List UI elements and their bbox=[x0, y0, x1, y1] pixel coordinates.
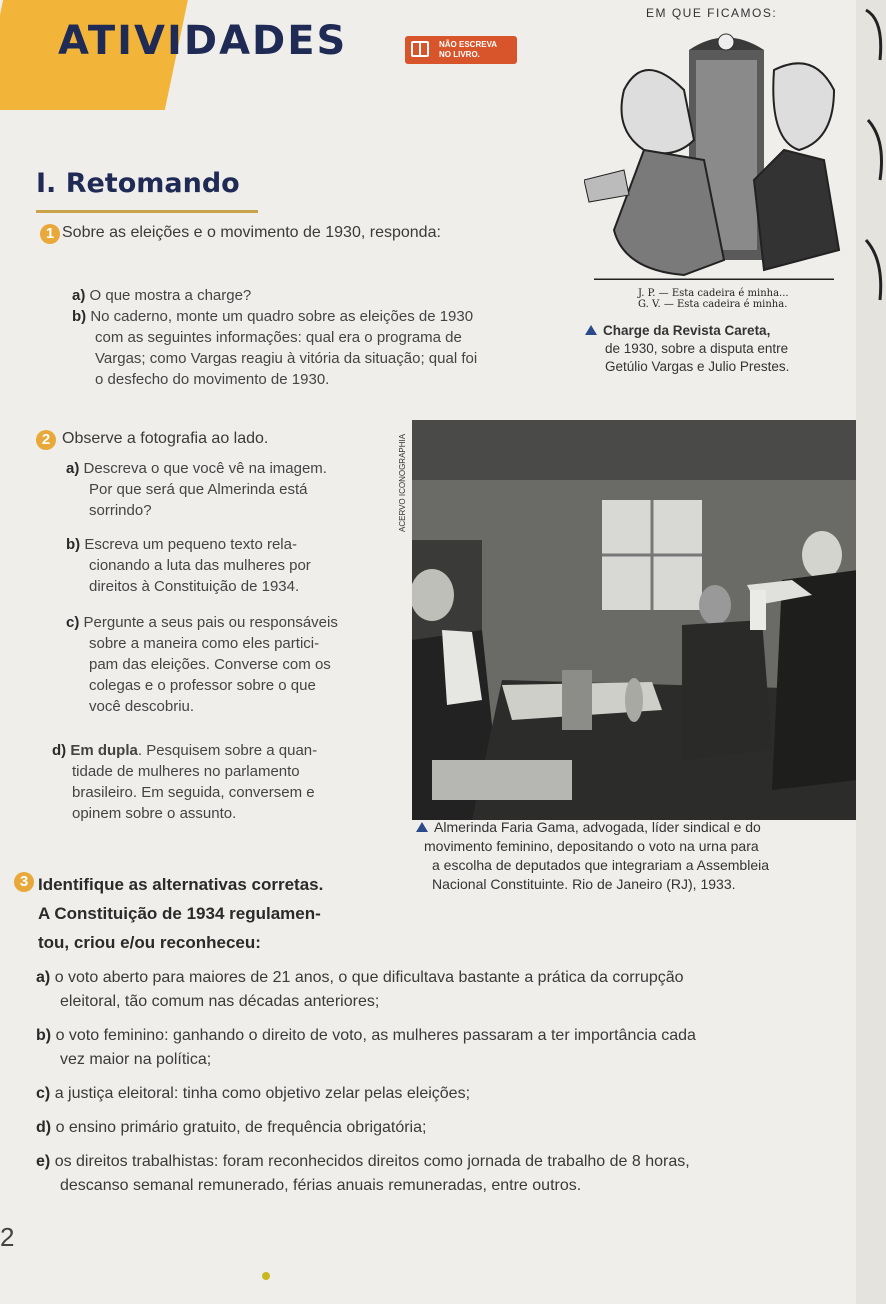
q2-d-line1: brasileiro. Em seguida, conversem e bbox=[72, 784, 315, 801]
q3-prompt-line3: tou, criou e/ou reconheceu: bbox=[38, 933, 261, 952]
cartoon-caption-bold: Charge da Revista Careta, bbox=[603, 323, 771, 338]
q3-d-line1: o ensino primário gratuito, de frequência obrigatória; bbox=[55, 1119, 427, 1136]
q2-d-bold: Em dupla bbox=[70, 742, 138, 759]
q1-a-label: a) bbox=[72, 287, 86, 304]
q2-b-line2: direitos à Constituição de 1934. bbox=[89, 578, 300, 595]
cartoon-speech-2: G. V. — Esta cadeira é minha. bbox=[638, 299, 788, 310]
page-edge-shadow bbox=[856, 0, 886, 1304]
q2-item-a bbox=[66, 458, 378, 521]
photo-credit-text: ACERVO ICONOGRAPHIA bbox=[398, 433, 407, 532]
q1-prompt: Sobre as eleições e o movimento de 1930, responda: bbox=[62, 224, 441, 241]
cartoon-caption bbox=[585, 322, 855, 376]
corner-heading: EM QUE FICAMOS: bbox=[646, 6, 778, 20]
q2-d-line0: tidade de mulheres no parlamento bbox=[72, 763, 300, 780]
q1-b-line3: Vargas; como Vargas reagiu à vitória da situação; qual foi bbox=[95, 350, 478, 367]
careta-cartoon bbox=[584, 30, 844, 280]
q3-prompt bbox=[38, 870, 398, 957]
photo-caption-triangle-icon bbox=[416, 822, 428, 832]
q3-option-b bbox=[36, 1024, 866, 1072]
q1-b-line1: No caderno, monte um quadro sobre as eleições de 1930 bbox=[90, 308, 474, 325]
q1-b-line4: o desfecho do movimento de 1930. bbox=[95, 371, 330, 388]
q2-c-line4: você descobriu. bbox=[89, 698, 195, 715]
no-write-line2: NO LIVRO. bbox=[439, 50, 480, 59]
q3-e-label: e) bbox=[36, 1153, 51, 1170]
q3-a-line1: o voto aberto para maiores de 21 anos, o que dificultava bastante a prática da corrupção bbox=[54, 969, 684, 986]
q2-c-line3: colegas e o professor sobre o que bbox=[89, 677, 316, 694]
q1-item-a bbox=[72, 285, 251, 306]
q2-d-line2: opinem sobre o assunto. bbox=[72, 805, 237, 822]
q3-option-c bbox=[36, 1082, 866, 1106]
q3-option-d bbox=[36, 1116, 866, 1140]
question-number-1: 1 bbox=[40, 224, 60, 244]
page-number: 2 bbox=[0, 1222, 15, 1252]
q2-b-label: b) bbox=[66, 536, 81, 553]
q3-options bbox=[36, 966, 866, 1198]
cartoon-caption-line3: Getúlio Vargas e Julio Prestes. bbox=[605, 359, 790, 374]
q3-option-e bbox=[36, 1150, 866, 1198]
q2-c-label: c) bbox=[66, 614, 80, 631]
section-title: I. Retomando bbox=[36, 168, 240, 199]
question-number-2: 2 bbox=[36, 430, 56, 450]
q2-item-c bbox=[66, 612, 378, 717]
q2-item-d bbox=[52, 740, 378, 824]
photo-caption-line3: Nacional Constituinte. Rio de Janeiro (RJ), 1933. bbox=[432, 876, 736, 892]
q2-prompt: Observe a fotografia ao lado. bbox=[62, 430, 269, 447]
q3-c-label: c) bbox=[36, 1085, 51, 1102]
q3-option-a bbox=[36, 966, 866, 1014]
photo-caption bbox=[408, 818, 860, 894]
q3-e-line2: descanso semanal remunerado, férias anuais remuneradas, entre outros. bbox=[60, 1177, 582, 1194]
q3-a-line2: eleitoral, tão comum nas décadas anteriores; bbox=[60, 993, 380, 1010]
photo-caption-line2: a escolha de deputados que integrariam a Assembleia bbox=[432, 857, 769, 873]
caption-triangle-icon bbox=[585, 325, 597, 335]
q3-b-line1: o voto feminino: ganhando o direito de voto, as mulheres passaram a ter importância cada bbox=[55, 1027, 696, 1044]
q2-a-line2: sorrindo? bbox=[89, 502, 152, 519]
q2-a-label: a) bbox=[66, 460, 80, 477]
q2-d-first: . Pesquisem sobre a quan- bbox=[137, 742, 318, 759]
q3-b-line2: vez maior na política; bbox=[60, 1051, 212, 1068]
q2-c-line0: Pergunte a seus pais ou responsáveis bbox=[83, 614, 338, 631]
q3-prompt-line2: A Constituição de 1934 regulamen- bbox=[38, 904, 321, 923]
q1-item-b bbox=[72, 306, 552, 390]
q2-a-line1: Por que será que Almerinda está bbox=[89, 481, 308, 498]
q3-prompt-line1: Identifique as alternativas corretas. bbox=[38, 875, 324, 894]
cartoon-caption-line2: de 1930, sobre a disputa entre bbox=[605, 341, 789, 356]
q2-b-line0: Escreva um pequeno texto rela- bbox=[84, 536, 297, 553]
question-number-3: 3 bbox=[14, 872, 34, 892]
q2-item-b bbox=[66, 534, 378, 597]
almerinda-photo bbox=[412, 420, 858, 820]
photo-credit bbox=[396, 424, 408, 534]
book-icon bbox=[411, 41, 429, 57]
section-underline bbox=[36, 210, 258, 213]
q1-a-text: O que mostra a charge? bbox=[89, 287, 252, 304]
q2-a-line0: Descreva o que você vê na imagem. bbox=[83, 460, 327, 477]
photo-caption-line1: movimento feminino, depositando o voto na urna para bbox=[424, 838, 759, 854]
decorative-dot bbox=[262, 1272, 270, 1280]
q1-b-label: b) bbox=[72, 308, 87, 325]
q3-c-line1: a justiça eleitoral: tinha como objetivo zelar pelas eleições; bbox=[54, 1085, 471, 1102]
q3-e-line1: os direitos trabalhistas: foram reconhecidos direitos como jornada de trabalho de 8 horas, bbox=[54, 1153, 690, 1170]
no-write-line1: NÃO ESCREVA bbox=[439, 40, 498, 49]
no-write-badge bbox=[405, 36, 517, 64]
q2-b-line1: cionando a luta das mulheres por bbox=[89, 557, 311, 574]
page-title: ATIVIDADES bbox=[58, 18, 348, 64]
photo-caption-line0: Almerinda Faria Gama, advogada, líder sindical e do bbox=[434, 819, 761, 835]
q3-a-label: a) bbox=[36, 969, 51, 986]
q2-c-line2: pam das eleições. Converse com os bbox=[89, 656, 331, 673]
q3-d-label: d) bbox=[36, 1119, 52, 1136]
q2-c-line1: sobre a maneira como eles partici- bbox=[89, 635, 320, 652]
q1-b-line2: com as seguintes informações: qual era o programa de bbox=[95, 329, 462, 346]
cartoon-dialogue bbox=[638, 288, 789, 310]
q3-b-label: b) bbox=[36, 1027, 52, 1044]
cartoon-speech-1: J. P. — Esta cadeira é minha... bbox=[638, 288, 789, 299]
q2-d-label: d) bbox=[52, 742, 67, 759]
